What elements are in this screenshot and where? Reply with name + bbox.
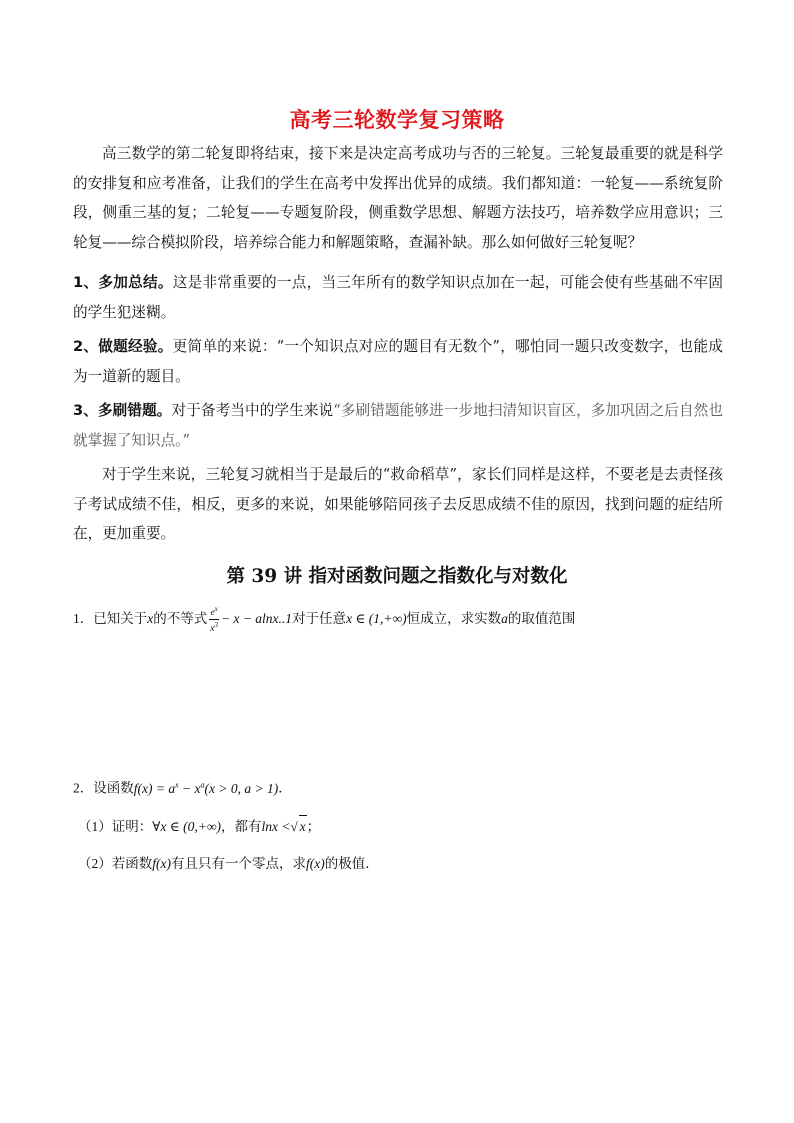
q2-part1-label: （1）证明： [78,819,153,834]
q1-fraction-denominator: $x^3$ [210,621,218,635]
q1-cond1: 对于任意 [292,610,347,626]
q2-part1-text: ，都有 [220,819,262,834]
sqrt-sign: √ [290,819,298,834]
q2-part1-sqrt-arg: x [299,815,307,838]
q1-fraction-numerator: $e^x$ [210,605,218,619]
q2-part2-f: f(x) [152,856,171,871]
q2-exp-x: x [175,780,179,789]
q2-exp-a: a [200,780,205,789]
q2-part1-domain: ∀x ∈ (0,+∞) [152,819,221,834]
q1-prefix: 1．已知关于 [73,610,148,626]
q2-part2-text: 有且只有一个零点，求 [170,856,306,871]
q2-prefix: 2．设函数 [73,780,134,796]
q1-exp-x: x [214,605,218,613]
point-2-body: 更简单的来说：“一个知识点对应的题目有无数个”，哪怕同一题只改变数字，也能成为一道新的题目。 [73,338,723,385]
q2-part1-end: ； [306,819,321,834]
question-2-part-1 [78,815,738,838]
point-2-paragraph [73,332,723,391]
q1-variable-x: x [147,610,154,626]
q2-part2-label: （2）若函数 [78,856,153,871]
q1-mid: 的不等式 [153,610,208,626]
intro-paragraph: 高三数学的第二轮复即将结束，接下来是决定高考成功与否的三轮复。三轮复最重要的就是科学的安排复和应考准备，让我们的学生在高考中发挥出优异的成绩。我们都知道：一轮复——系统复阶段，侧重三基的复；二轮复——专题复阶段，侧重数学思想、解题方法技巧，培养数学应用意识；三轮复——综合模拟阶段，培养综合能力和解题策略，查漏补缺。那么如何做好三轮复呢？ [73,145,723,251]
q1-suffix: 的取值范围 [507,610,576,626]
lecture-title: 第 39 讲 指对函数问题之指数化与对数化 [226,566,568,587]
q1-domain: x ∈ (1,+∞) [346,610,407,626]
q2-part2-f2: f(x) [305,856,325,871]
point-1-heading: 1、多加总结。 [73,274,173,291]
q2-function: $f(x) = a^x - x^a(x > 0$, a > 1) [133,780,279,796]
point-1-paragraph [73,268,723,327]
point-1-body: 这是非常重要的一点，当三年所有的数学知识点加在一起，可能会使有些基础不牢固的学生犯迷糊。 [73,274,724,321]
page-title: 高考三轮数学复习策略 [289,108,505,132]
q1-cond2: 恒成立，求实数 [406,610,502,626]
point-3-body: 对于备考当中的学生来说 [171,402,334,419]
q1-inequality: − x − alnx..1 [220,610,293,626]
q2-end: ． [278,780,292,796]
point-3-heading: 3、多刷错题。 [73,402,172,419]
q2-part2-end: 的极值． [324,856,379,871]
q2-part1-inequality: lnx < [261,819,291,834]
point-2-heading: 2、做题经验。 [73,338,173,355]
point-3-paragraph [73,396,723,455]
q1-exp-3: 3 [214,621,218,630]
q1-fraction [209,604,219,635]
question-1 [73,604,733,635]
question-2-part-2 [78,853,738,875]
question-2 [73,774,733,800]
closing-paragraph: 对于学生来说，三轮复习就相当于是最后的“救命稻草”，家长们同样是这样，不要老是去责怪孩子考试成绩不佳，相反，更多的来说，如果能够陪同孩子去反思成绩不佳的原因，找到问题的症结所在，更加重要。 [73,466,723,542]
q1-variable-a: a [501,610,508,626]
point-3-quote: “多刷错题能够进一步地扫清知识盲区，多加巩固之后自然也就掌握了知识点。” [73,402,724,449]
